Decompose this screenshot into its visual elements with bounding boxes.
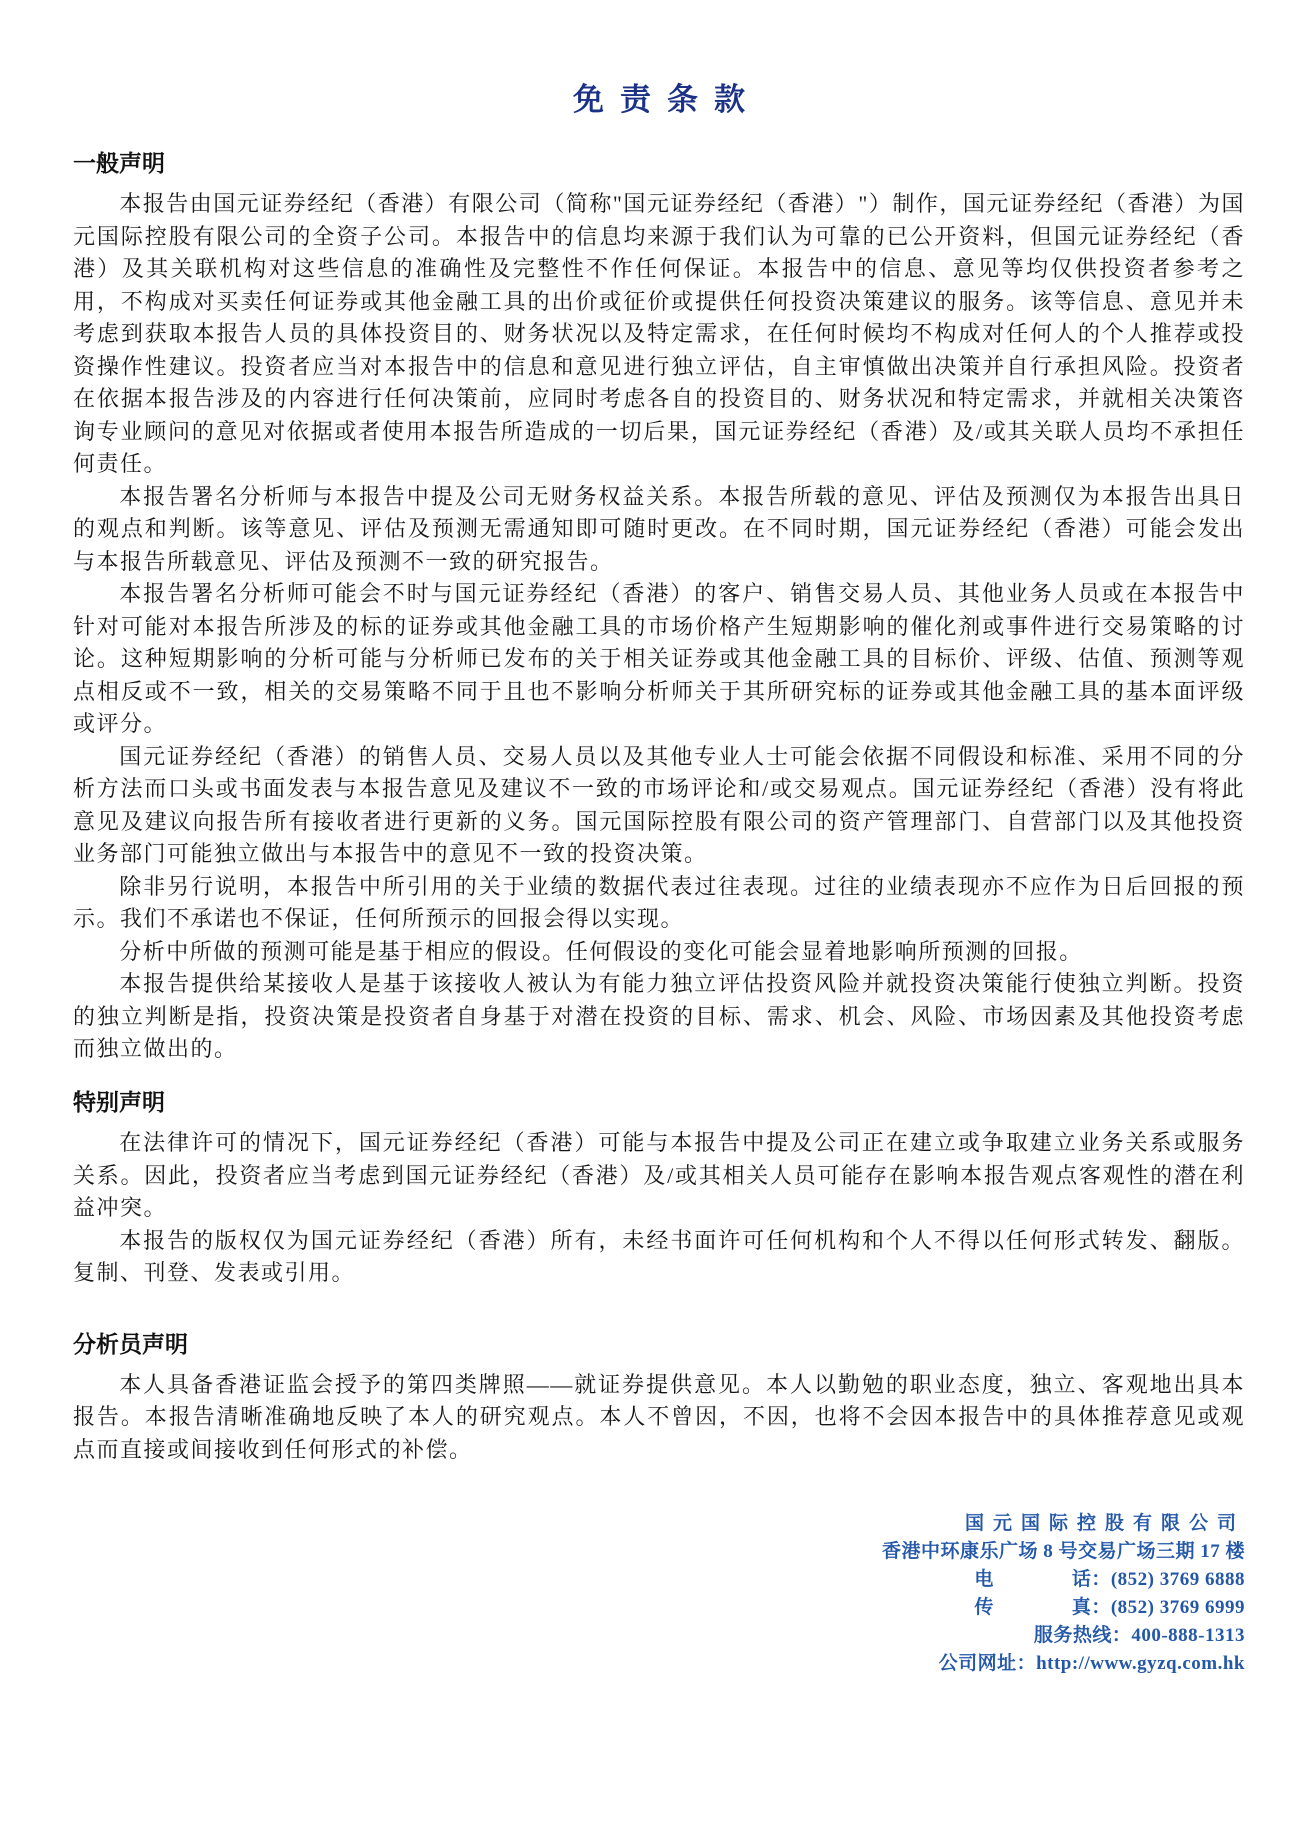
special-paragraph-2: 本报告的版权仅为国元证券经纪（香港）所有，未经书面许可任何机构和个人不得以任何形式转发、翻版。复制、刊登、发表或引用。 (73, 1227, 1245, 1286)
footer-website: 公司网址：http://www.gyzq.com.hk (938, 1653, 1245, 1675)
page-title: 免责条款 (573, 82, 761, 117)
footer-phone: 电 话：(852) 3769 6888 (974, 1569, 1245, 1591)
general-paragraph-1: 本报告由国元证券经纪（香港）有限公司（简称"国元证券经纪（香港）"）制作，国元证券经纪（香港）为国元国际控股有限公司的全资子公司。本报告中的信息均来源于我们认为可靠的已公开资料，但国元证券经纪（香港）及其关联机构对这些信息的准确性及完整性不作任何保证。本报告中的信息、意见等均仅供投资者参考之用，不构成对买卖任何证券或其他金融工具的出价或征价或提供任何投资决策建议的服务。该等信息、意见并未考虑到获取本报告人员的具体投资目的、财务状况以及特定需求，在任何时候均不构成对任何人的个人推荐或投资操作性建议。投资者应当对本报告中的信息和意见进行独立评估，自主审慎做出决策并自行承担风险。投资者在依据本报告涉及的内容进行任何决策前，应同时考虑各自的投资目的、财务状况和特定需求，并就相关决策咨询专业顾问的意见对依据或者使用本报告所造成的一切后果，国元证券经纪（香港）及/或其关联人员均不承担任何责任。 (73, 191, 1245, 477)
section-analyst-statement (73, 1332, 1245, 1467)
footer-fax: 传 真：(852) 3769 6999 (974, 1597, 1245, 1619)
analyst-paragraph-1: 本人具备香港证监会授予的第四类牌照——就证券提供意见。本人以勤勉的职业态度，独立、客观地出具本报告。本报告清晰准确地反映了本人的研究观点。本人不曾因，不因，也将不会因本报告中的具体推荐意见或观点而直接或间接收到任何形式的补偿。 (73, 1371, 1245, 1462)
section-special-statement (73, 1090, 1245, 1290)
footer-service-hotline: 服务热线：400-888-1313 (1033, 1625, 1245, 1647)
footer-contact-block (73, 1510, 1245, 1678)
general-paragraph-5: 除非另行说明，本报告中所引用的关于业绩的数据代表过往表现。过往的业绩表现亦不应作为日后回报的预示。我们不承诺也不保证，任何所预示的回报会得以实现。 (73, 873, 1245, 932)
special-paragraph-1: 在法律许可的情况下，国元证券经纪（香港）可能与本报告中提及公司正在建立或争取建立业务关系或服务关系。因此，投资者应当考虑到国元证券经纪（香港）及/或其相关人员可能存在影响本报告观点客观性的潜在利益冲突。 (73, 1130, 1245, 1221)
general-paragraph-7: 本报告提供给某接收人是基于该接收人被认为有能力独立评估投资风险并就投资决策能行使独立判断。投资的独立判断是指，投资决策是投资者自身基于对潜在投资的目标、需求、机会、风险、市场因素及其他投资考虑而独立做出的。 (73, 971, 1245, 1062)
general-paragraph-2: 本报告署名分析师与本报告中提及公司无财务权益关系。本报告所载的意见、评估及预测仅为本报告出具日的观点和判断。该等意见、评估及预测无需通知即可随时更改。在不同时期，国元证券经纪（香港）可能会发出与本报告所载意见、评估及预测不一致的研究报告。 (73, 483, 1245, 574)
general-paragraph-6: 分析中所做的预测可能是基于相应的假设。任何假设的变化可能会显着地影响所预测的回报。 (119, 938, 1083, 964)
section-general-statement (73, 151, 1245, 1066)
general-statement-heading: 一般声明 (73, 151, 165, 176)
general-paragraph-3: 本报告署名分析师可能会不时与国元证券经纪（香港）的客户、销售交易人员、其他业务人员或在本报告中针对可能对本报告所涉及的标的证券或其他金融工具的市场价格产生短期影响的催化剂或事件进行交易策略的讨论。这种短期影响的分析可能与分析师已发布的关于相关证券或其他金融工具的目标价、评级、估值、预测等观点相反或不一致，相关的交易策略不同于且也不影响分析师关于其所研究标的证券或其他金融工具的基本面评级或评分。 (73, 581, 1245, 737)
analyst-statement-heading: 分析员声明 (73, 1331, 188, 1357)
footer-address: 香港中环康乐广场 8 号交易广场三期 17 楼 (881, 1541, 1245, 1563)
footer-company-name: 国元国际控股有限公司 (964, 1513, 1245, 1535)
general-paragraph-4: 国元证券经纪（香港）的销售人员、交易人员以及其他专业人士可能会依据不同假设和标准、采用不同的分析方法而口头或书面发表与本报告意见及建议不一致的市场评论和/或交易观点。国元证券经纪（香港）没有将此意见及建议向报告所有接收者进行更新的义务。国元国际控股有限公司的资产管理部门、自营部门以及其他投资业务部门可能独立做出与本报告中的意见不一致的投资决策。 (73, 743, 1245, 867)
special-statement-heading: 特别声明 (73, 1089, 165, 1115)
